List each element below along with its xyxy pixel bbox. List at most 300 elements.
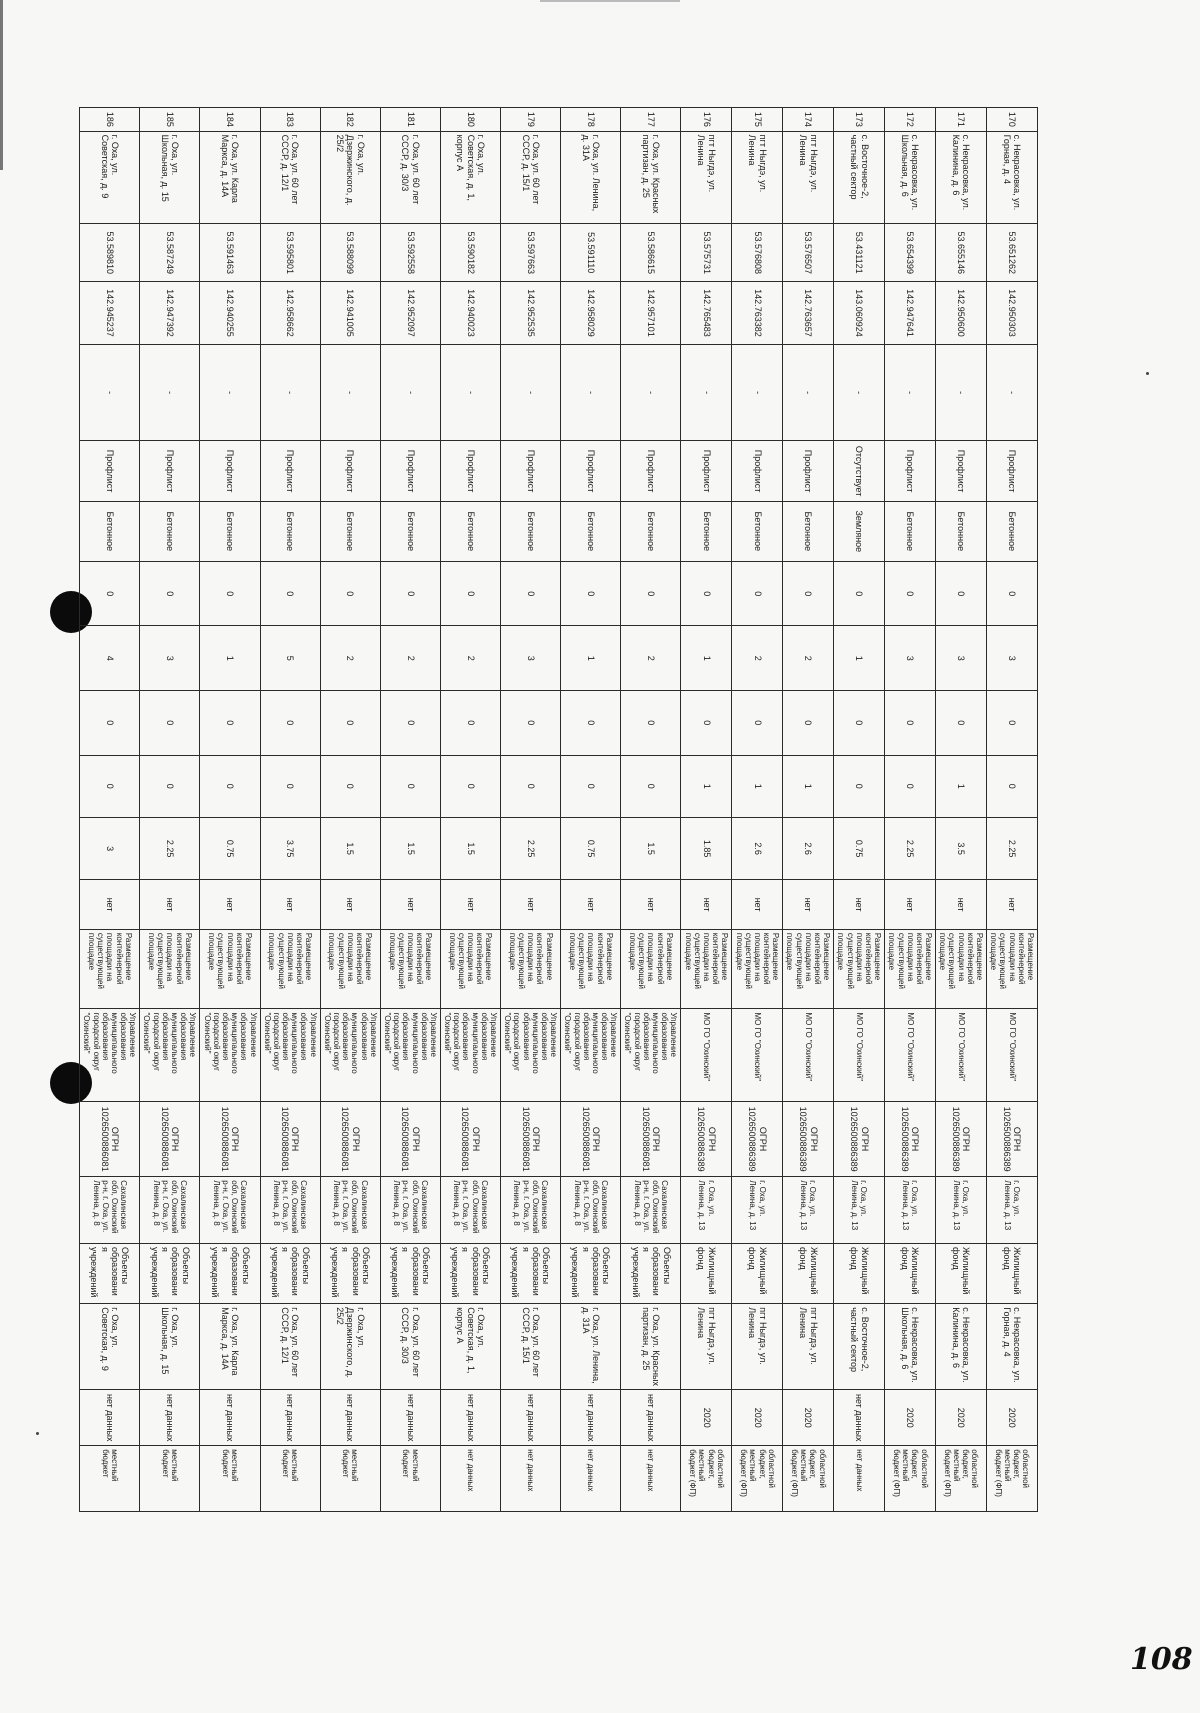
cell-placement-description: Размещение контейнерной площадки на существующей площадке bbox=[885, 929, 936, 1009]
cell-latitude: 53.589810 bbox=[80, 224, 140, 282]
cell-owner-address: Сахалинская обл, Охинский р-н, г. Оха, ул. Ленина, д. 8 bbox=[561, 1177, 621, 1244]
cell-count-col-b: 0 bbox=[80, 691, 140, 756]
cell-location: г. Оха, ул. 60 лет СССР, д. 15/1 bbox=[501, 131, 561, 224]
cell-volume: 1.85 bbox=[681, 817, 732, 879]
cell-latitude: 53.592558 bbox=[380, 224, 440, 282]
cell-funding: областной бюджет, местный бюджет (ФП) bbox=[885, 1446, 936, 1512]
cell-source-address: г. Оха, ул. 60 лет СССР, д. 12/1 bbox=[260, 1304, 320, 1390]
cell-container-count: 2 bbox=[380, 626, 440, 691]
cell-year: 2020 bbox=[936, 1390, 987, 1446]
cell-source-type: Жилищный фонд bbox=[783, 1243, 834, 1303]
cell-source-address: с. Некрасовка, ул. Горная, д. 4 bbox=[987, 1304, 1038, 1390]
cell-volume: 1.5 bbox=[380, 817, 440, 879]
cell-year: нет данных bbox=[440, 1390, 500, 1446]
cell-ogrn: ОГРН 1026500886081 bbox=[440, 1101, 500, 1176]
cell-notes: - bbox=[260, 344, 320, 441]
cell-source-type: Объекты образования учреждений bbox=[140, 1243, 200, 1303]
cell-latitude: 53.576808 bbox=[732, 224, 783, 282]
cell-fence-type: Профлист bbox=[380, 441, 440, 501]
cell-owner: МО ГО "Охинский" bbox=[732, 1009, 783, 1102]
cell-owner: Управление образования муниципального образования городской округ "Охинский" bbox=[260, 1009, 320, 1102]
cell-notes: - bbox=[140, 344, 200, 441]
cell-source-type: Объекты образования учреждений bbox=[621, 1243, 681, 1303]
cell-owner-address: г. Оха, ул. Ленина, д. 13 bbox=[783, 1177, 834, 1244]
cell-placement-description: Размещение контейнерной площадки на существующей площадке bbox=[501, 929, 561, 1009]
cell-funding: нет данных bbox=[621, 1446, 681, 1512]
cell-year: нет данных bbox=[320, 1390, 380, 1446]
cell-source-address: г. Оха, ул. 60 лет СССР, д. 30/3 bbox=[380, 1304, 440, 1390]
cell-source-address: г. Оха, ул. Дзержинского, д. 25/2 bbox=[320, 1304, 380, 1390]
cell-placement-description: Размещение контейнерной площадки на существующей площадке bbox=[380, 929, 440, 1009]
cell-flag: нет bbox=[320, 880, 380, 929]
cell-container-count: 3 bbox=[885, 626, 936, 691]
cell-flag: нет bbox=[885, 880, 936, 929]
cell-owner: МО ГО "Охинский" bbox=[834, 1009, 885, 1102]
cell-count-col-a: 0 bbox=[621, 561, 681, 626]
cell-owner-address: Сахалинская обл, Охинский р-н, г. Оха, ул. Ленина, д. 8 bbox=[260, 1177, 320, 1244]
cell-container-count: 3 bbox=[936, 626, 987, 691]
cell-notes: - bbox=[936, 344, 987, 441]
cell-funding: местный бюджет bbox=[260, 1446, 320, 1512]
cell-owner-address: Сахалинская обл, Охинский р-н, г. Оха, ул. Ленина, д. 8 bbox=[380, 1177, 440, 1244]
cell-year: нет данных bbox=[834, 1390, 885, 1446]
cell-volume: 2.25 bbox=[885, 817, 936, 879]
cell-flag: нет bbox=[501, 880, 561, 929]
cell-flag: нет bbox=[987, 880, 1038, 929]
cell-count-col-c: 0 bbox=[987, 755, 1038, 817]
cell-longitude: 142.957101 bbox=[621, 282, 681, 344]
cell-latitude: 53.655146 bbox=[936, 224, 987, 282]
cell-source-address: г. Оха, ул. Красных партизан, д. 25 bbox=[621, 1304, 681, 1390]
cell-year: нет данных bbox=[501, 1390, 561, 1446]
cell-source-type: Жилищный фонд bbox=[936, 1243, 987, 1303]
cell-surface-type: Бетонное bbox=[885, 501, 936, 561]
cell-flag: нет bbox=[140, 880, 200, 929]
cell-container-count: 2 bbox=[320, 626, 380, 691]
cell-flag: нет bbox=[440, 880, 500, 929]
cell-latitude: 53.431121 bbox=[834, 224, 885, 282]
cell-owner-address: Сахалинская обл, Охинский р-н, г. Оха, ул. Ленина, д. 8 bbox=[140, 1177, 200, 1244]
cell-fence-type: Профлист bbox=[783, 441, 834, 501]
cell-surface-type: Бетонное bbox=[80, 501, 140, 561]
table-row bbox=[732, 108, 783, 1512]
registry-table-frame bbox=[82, 107, 1038, 1512]
cell-flag: нет bbox=[681, 880, 732, 929]
cell-volume: 1.5 bbox=[320, 817, 380, 879]
cell-ogrn: ОГРН 1026500886081 bbox=[380, 1101, 440, 1176]
cell-owner-address: г. Оха, ул. Ленина, д. 13 bbox=[681, 1177, 732, 1244]
cell-source-type: Объекты образования учреждений bbox=[501, 1243, 561, 1303]
cell-surface-type: Бетонное bbox=[987, 501, 1038, 561]
cell-ogrn: ОГРН 1026500886081 bbox=[200, 1101, 260, 1176]
cell-source-address: г. Оха, ул. Ленина, д. 31А bbox=[561, 1304, 621, 1390]
cell-source-address: пгт Ныгдэ, ул. Ленина bbox=[732, 1304, 783, 1390]
cell-source-address: г. Оха, ул. Карла Маркса, д. 14А bbox=[200, 1304, 260, 1390]
cell-source-type: Объекты образования учреждений bbox=[380, 1243, 440, 1303]
cell-count-col-b: 0 bbox=[936, 691, 987, 756]
cell-source-type: Жилищный фонд bbox=[732, 1243, 783, 1303]
cell-surface-type: Бетонное bbox=[501, 501, 561, 561]
cell-year: нет данных bbox=[621, 1390, 681, 1446]
cell-location: с. Некрасовка, ул. Горная, д. 4 bbox=[987, 131, 1038, 224]
cell-volume: 2.6 bbox=[732, 817, 783, 879]
cell-ogrn: ОГРН 1026500886389 bbox=[834, 1101, 885, 1176]
cell-ogrn: ОГРН 1026500886081 bbox=[561, 1101, 621, 1176]
cell-owner-address: г. Оха, ул. Ленина, д. 13 bbox=[732, 1177, 783, 1244]
cell-longitude: 142.947392 bbox=[140, 282, 200, 344]
cell-ogrn: ОГРН 1026500886389 bbox=[783, 1101, 834, 1176]
cell-container-count: 2 bbox=[732, 626, 783, 691]
cell-count-col-b: 0 bbox=[320, 691, 380, 756]
cell-surface-type: Бетонное bbox=[621, 501, 681, 561]
cell-volume: 3 bbox=[80, 817, 140, 879]
cell-placement-description: Размещение контейнерной площадки на существующей площадке bbox=[936, 929, 987, 1009]
cell-fence-type: Профлист bbox=[987, 441, 1038, 501]
cell-volume: 1.5 bbox=[440, 817, 500, 879]
cell-count-col-b: 0 bbox=[621, 691, 681, 756]
cell-owner: Управление образования муниципального образования городской округ "Охинский" bbox=[621, 1009, 681, 1102]
cell-container-count: 3 bbox=[140, 626, 200, 691]
cell-container-count: 2 bbox=[621, 626, 681, 691]
cell-owner: Управление образования муниципального образования городской округ "Охинский" bbox=[440, 1009, 500, 1102]
cell-count-col-c: 1 bbox=[783, 755, 834, 817]
cell-volume: 0.75 bbox=[834, 817, 885, 879]
cell-location: г. Оха, ул. Ленина, д. 31А bbox=[561, 131, 621, 224]
cell-container-count: 1 bbox=[834, 626, 885, 691]
cell-longitude: 142.958029 bbox=[561, 282, 621, 344]
cell-source-type: Объекты образования учреждений bbox=[561, 1243, 621, 1303]
cell-placement-description: Размещение контейнерной площадки на существующей площадке bbox=[440, 929, 500, 1009]
cell-placement-description: Размещение контейнерной площадки на существующей площадке bbox=[621, 929, 681, 1009]
cell-latitude: 53.587249 bbox=[140, 224, 200, 282]
cell-year: нет данных bbox=[80, 1390, 140, 1446]
cell-count-col-c: 1 bbox=[936, 755, 987, 817]
table-row bbox=[681, 108, 732, 1512]
cell-count-col-c: 0 bbox=[440, 755, 500, 817]
cell-longitude: 142.952535 bbox=[501, 282, 561, 344]
cell-count-col-b: 0 bbox=[561, 691, 621, 756]
cell-funding: областной бюджет, местный бюджет (ФП) bbox=[681, 1446, 732, 1512]
table-row bbox=[320, 108, 380, 1512]
cell-notes: - bbox=[200, 344, 260, 441]
table-row bbox=[936, 108, 987, 1512]
cell-count-col-a: 0 bbox=[140, 561, 200, 626]
cell-source-address: с. Восточное-2, частный сектор bbox=[834, 1304, 885, 1390]
cell-longitude: 142.947641 bbox=[885, 282, 936, 344]
cell-count-col-a: 0 bbox=[681, 561, 732, 626]
cell-longitude: 142.952097 bbox=[380, 282, 440, 344]
cell-source-type: Жилищный фонд bbox=[987, 1243, 1038, 1303]
cell-placement-description: Размещение контейнерной площадки на существующей площадке bbox=[320, 929, 380, 1009]
cell-row-number: 172 bbox=[885, 108, 936, 132]
cell-source-type: Объекты образования учреждений bbox=[80, 1243, 140, 1303]
cell-notes: - bbox=[681, 344, 732, 441]
cell-placement-description: Размещение контейнерной площадки на существующей площадке bbox=[140, 929, 200, 1009]
cell-container-count: 5 bbox=[260, 626, 320, 691]
cell-ogrn: ОГРН 1026500886081 bbox=[260, 1101, 320, 1176]
cell-count-col-a: 0 bbox=[440, 561, 500, 626]
cell-source-address: г. Оха, ул. Школьная, д. 15 bbox=[140, 1304, 200, 1390]
cell-placement-description: Размещение контейнерной площадки на существующей площадке bbox=[681, 929, 732, 1009]
cell-count-col-a: 0 bbox=[834, 561, 885, 626]
cell-flag: нет bbox=[561, 880, 621, 929]
cell-latitude: 53.591110 bbox=[561, 224, 621, 282]
cell-count-col-b: 0 bbox=[140, 691, 200, 756]
cell-count-col-b: 0 bbox=[732, 691, 783, 756]
cell-source-type: Жилищный фонд bbox=[681, 1243, 732, 1303]
cell-owner: МО ГО "Охинский" bbox=[681, 1009, 732, 1102]
cell-count-col-b: 0 bbox=[200, 691, 260, 756]
cell-volume: 0.75 bbox=[200, 817, 260, 879]
cell-funding: областной бюджет, местный бюджет (ФП) bbox=[783, 1446, 834, 1512]
cell-row-number: 177 bbox=[621, 108, 681, 132]
cell-owner: Управление образования муниципального образования городской округ "Охинский" bbox=[200, 1009, 260, 1102]
cell-flag: нет bbox=[200, 880, 260, 929]
cell-longitude: 142.950303 bbox=[987, 282, 1038, 344]
table-row bbox=[440, 108, 500, 1512]
table-row bbox=[380, 108, 440, 1512]
cell-volume: 2.25 bbox=[140, 817, 200, 879]
cell-volume: 2.25 bbox=[987, 817, 1038, 879]
cell-row-number: 170 bbox=[987, 108, 1038, 132]
cell-placement-description: Размещение контейнерной площадки на существующей площадке bbox=[732, 929, 783, 1009]
table-row bbox=[561, 108, 621, 1512]
cell-volume: 3.75 bbox=[260, 817, 320, 879]
cell-notes: - bbox=[320, 344, 380, 441]
cell-year: нет данных bbox=[380, 1390, 440, 1446]
cell-container-count: 2 bbox=[440, 626, 500, 691]
cell-count-col-b: 0 bbox=[885, 691, 936, 756]
cell-count-col-c: 0 bbox=[200, 755, 260, 817]
cell-container-count: 4 bbox=[80, 626, 140, 691]
cell-notes: - bbox=[501, 344, 561, 441]
cell-count-col-c: 1 bbox=[681, 755, 732, 817]
cell-surface-type: Бетонное bbox=[561, 501, 621, 561]
cell-source-type: Объекты образования учреждений bbox=[320, 1243, 380, 1303]
cell-latitude: 53.588099 bbox=[320, 224, 380, 282]
cell-source-address: с. Некрасовка, ул. Калинина, д. 6 bbox=[936, 1304, 987, 1390]
cell-source-type: Объекты образования учреждений bbox=[440, 1243, 500, 1303]
cell-source-address: г. Оха, ул. Советская, д. 1, корпус А bbox=[440, 1304, 500, 1390]
cell-source-address: г. Оха, ул. Советская, д. 9 bbox=[80, 1304, 140, 1390]
cell-source-address: г. Оха, ул. 60 лет СССР, д. 15/1 bbox=[501, 1304, 561, 1390]
cell-longitude: 142.940255 bbox=[200, 282, 260, 344]
cell-location: г. Оха, ул. Красных партизан, д. 25 bbox=[621, 131, 681, 224]
cell-count-col-a: 0 bbox=[80, 561, 140, 626]
table-row bbox=[140, 108, 200, 1512]
cell-source-address: пгт Ныгдэ, ул. Ленина bbox=[681, 1304, 732, 1390]
cell-latitude: 53.651262 bbox=[987, 224, 1038, 282]
cell-row-number: 181 bbox=[380, 108, 440, 132]
cell-notes: - bbox=[783, 344, 834, 441]
scan-page-edge bbox=[0, 0, 3, 170]
cell-funding: областной бюджет, местный бюджет (ФП) bbox=[936, 1446, 987, 1512]
cell-count-col-c: 0 bbox=[320, 755, 380, 817]
cell-count-col-a: 0 bbox=[561, 561, 621, 626]
cell-location: г. Оха, ул. Дзержинского, д. 25/2 bbox=[320, 131, 380, 224]
cell-source-type: Объекты образования учреждений bbox=[260, 1243, 320, 1303]
cell-latitude: 53.590182 bbox=[440, 224, 500, 282]
cell-count-col-a: 0 bbox=[783, 561, 834, 626]
cell-owner: Управление образования муниципального образования городской округ "Охинский" bbox=[320, 1009, 380, 1102]
cell-fence-type: Профлист bbox=[501, 441, 561, 501]
cell-flag: нет bbox=[732, 880, 783, 929]
cell-year: 2020 bbox=[987, 1390, 1038, 1446]
cell-count-col-b: 0 bbox=[440, 691, 500, 756]
cell-ogrn: ОГРН 1026500886081 bbox=[501, 1101, 561, 1176]
cell-latitude: 53.576507 bbox=[783, 224, 834, 282]
cell-placement-description: Размещение контейнерной площадки на существующей площадке bbox=[561, 929, 621, 1009]
cell-fence-type: Профлист bbox=[621, 441, 681, 501]
cell-count-col-c: 0 bbox=[561, 755, 621, 817]
cell-longitude: 142.958662 bbox=[260, 282, 320, 344]
cell-funding: нет данных bbox=[834, 1446, 885, 1512]
cell-fence-type: Профлист bbox=[561, 441, 621, 501]
cell-longitude: 142.941005 bbox=[320, 282, 380, 344]
cell-funding: областной бюджет, местный бюджет (ФП) bbox=[987, 1446, 1038, 1512]
cell-surface-type: Бетонное bbox=[681, 501, 732, 561]
cell-surface-type: Бетонное bbox=[140, 501, 200, 561]
cell-placement-description: Размещение контейнерной площадки на существующей площадке bbox=[260, 929, 320, 1009]
cell-source-type: Объекты образования учреждений bbox=[200, 1243, 260, 1303]
cell-owner-address: г. Оха, ул. Ленина, д. 13 bbox=[885, 1177, 936, 1244]
table-row bbox=[885, 108, 936, 1512]
cell-longitude: 142.765483 bbox=[681, 282, 732, 344]
cell-latitude: 53.591463 bbox=[200, 224, 260, 282]
cell-year: нет данных bbox=[200, 1390, 260, 1446]
cell-count-col-b: 0 bbox=[501, 691, 561, 756]
cell-flag: нет bbox=[621, 880, 681, 929]
cell-count-col-a: 0 bbox=[380, 561, 440, 626]
cell-funding: местный бюджет bbox=[200, 1446, 260, 1512]
cell-latitude: 53.595801 bbox=[260, 224, 320, 282]
cell-notes: - bbox=[440, 344, 500, 441]
cell-count-col-c: 0 bbox=[885, 755, 936, 817]
cell-placement-description: Размещение контейнерной площадки на существующей площадке bbox=[200, 929, 260, 1009]
table-row bbox=[200, 108, 260, 1512]
cell-volume: 0.75 bbox=[561, 817, 621, 879]
cell-flag: нет bbox=[936, 880, 987, 929]
cell-location: г. Оха, ул. Советская, д. 9 bbox=[80, 131, 140, 224]
cell-volume: 2.6 bbox=[783, 817, 834, 879]
cell-source-address: с. Некрасовка, ул. Школьная, д. 6 bbox=[885, 1304, 936, 1390]
cell-placement-description: Размещение контейнерной площадки на существующей площадке bbox=[783, 929, 834, 1009]
cell-owner-address: Сахалинская обл, Охинский р-н, г. Оха, ул. Ленина, д. 8 bbox=[320, 1177, 380, 1244]
cell-year: нет данных bbox=[140, 1390, 200, 1446]
cell-fence-type: Профлист bbox=[200, 441, 260, 501]
cell-container-count: 1 bbox=[681, 626, 732, 691]
cell-count-col-a: 0 bbox=[260, 561, 320, 626]
cell-owner: Управление образования муниципального образования городской округ "Охинский" bbox=[140, 1009, 200, 1102]
cell-count-col-a: 0 bbox=[200, 561, 260, 626]
cell-row-number: 174 bbox=[783, 108, 834, 132]
cell-funding: местный бюджет bbox=[320, 1446, 380, 1512]
cell-location: г. Оха, ул. Карла Маркса, д. 14А bbox=[200, 131, 260, 224]
cell-fence-type: Профлист bbox=[140, 441, 200, 501]
cell-funding: местный бюджет bbox=[80, 1446, 140, 1512]
cell-owner-address: Сахалинская обл, Охинский р-н, г. Оха, ул. Ленина, д. 8 bbox=[200, 1177, 260, 1244]
cell-surface-type: Бетонное bbox=[783, 501, 834, 561]
cell-row-number: 183 bbox=[260, 108, 320, 132]
cell-notes: - bbox=[885, 344, 936, 441]
cell-row-number: 171 bbox=[936, 108, 987, 132]
cell-ogrn: ОГРН 1026500886389 bbox=[936, 1101, 987, 1176]
cell-notes: - bbox=[80, 344, 140, 441]
cell-longitude: 143.060924 bbox=[834, 282, 885, 344]
cell-surface-type: Бетонное bbox=[260, 501, 320, 561]
cell-year: 2020 bbox=[681, 1390, 732, 1446]
cell-fence-type: Профлист bbox=[732, 441, 783, 501]
cell-funding: нет данных bbox=[440, 1446, 500, 1512]
cell-owner: МО ГО "Охинский" bbox=[936, 1009, 987, 1102]
cell-notes: - bbox=[621, 344, 681, 441]
cell-owner: МО ГО "Охинский" bbox=[987, 1009, 1038, 1102]
cell-volume: 1.5 bbox=[621, 817, 681, 879]
cell-location: с. Некрасовка, ул. Калинина, д. 6 bbox=[936, 131, 987, 224]
cell-ogrn: ОГРН 1026500886389 bbox=[885, 1101, 936, 1176]
cell-count-col-c: 0 bbox=[380, 755, 440, 817]
cell-owner-address: Сахалинская обл, Охинский р-н, г. Оха, ул. Ленина, д. 8 bbox=[621, 1177, 681, 1244]
cell-funding: местный бюджет bbox=[140, 1446, 200, 1512]
cell-count-col-c: 0 bbox=[80, 755, 140, 817]
cell-count-col-a: 0 bbox=[320, 561, 380, 626]
cell-longitude: 142.950600 bbox=[936, 282, 987, 344]
cell-count-col-b: 0 bbox=[380, 691, 440, 756]
cell-owner: Управление образования муниципального образования городской округ "Охинский" bbox=[380, 1009, 440, 1102]
cell-fence-type: Профлист bbox=[681, 441, 732, 501]
cell-container-count: 2 bbox=[783, 626, 834, 691]
cell-fence-type: Профлист bbox=[320, 441, 380, 501]
cell-funding: местный бюджет bbox=[380, 1446, 440, 1512]
cell-latitude: 53.597663 bbox=[501, 224, 561, 282]
cell-count-col-c: 0 bbox=[140, 755, 200, 817]
cell-volume: 2.25 bbox=[501, 817, 561, 879]
cell-owner-address: Сахалинская обл, Охинский р-н, г. Оха, ул. Ленина, д. 8 bbox=[80, 1177, 140, 1244]
cell-owner-address: Сахалинская обл, Охинский р-н, г. Оха, ул. Ленина, д. 8 bbox=[440, 1177, 500, 1244]
table-row bbox=[834, 108, 885, 1512]
cell-location: пгт Ныгдэ, ул. Ленина bbox=[732, 131, 783, 224]
cell-container-count: 1 bbox=[200, 626, 260, 691]
cell-count-col-b: 0 bbox=[834, 691, 885, 756]
cell-count-col-a: 0 bbox=[885, 561, 936, 626]
cell-longitude: 142.940023 bbox=[440, 282, 500, 344]
cell-count-col-a: 0 bbox=[987, 561, 1038, 626]
cell-owner-address: г. Оха, ул. Ленина, д. 13 bbox=[834, 1177, 885, 1244]
cell-notes: - bbox=[732, 344, 783, 441]
cell-location: г. Оха, ул. 60 лет СССР, д. 12/1 bbox=[260, 131, 320, 224]
cell-surface-type: Бетонное bbox=[200, 501, 260, 561]
cell-year: нет данных bbox=[260, 1390, 320, 1446]
cell-longitude: 142.945237 bbox=[80, 282, 140, 344]
cell-notes: - bbox=[987, 344, 1038, 441]
cell-container-count: 3 bbox=[987, 626, 1038, 691]
cell-fence-type: Отсутствует bbox=[834, 441, 885, 501]
cell-container-count: 1 bbox=[561, 626, 621, 691]
table-row bbox=[260, 108, 320, 1512]
cell-count-col-a: 0 bbox=[732, 561, 783, 626]
cell-count-col-c: 0 bbox=[501, 755, 561, 817]
cell-funding: областной бюджет, местный бюджет (ФП) bbox=[732, 1446, 783, 1512]
cell-row-number: 175 bbox=[732, 108, 783, 132]
cell-placement-description: Размещение контейнерной площадки на существующей площадке bbox=[834, 929, 885, 1009]
cell-year: 2020 bbox=[885, 1390, 936, 1446]
cell-count-col-b: 0 bbox=[783, 691, 834, 756]
cell-placement-description: Размещение контейнерной площадки на существующей площадке bbox=[987, 929, 1038, 1009]
cell-location: с. Восточное-2, частный сектор bbox=[834, 131, 885, 224]
table-row bbox=[501, 108, 561, 1512]
cell-location: с. Некрасовка, ул. Школьная, д. 6 bbox=[885, 131, 936, 224]
cell-row-number: 180 bbox=[440, 108, 500, 132]
